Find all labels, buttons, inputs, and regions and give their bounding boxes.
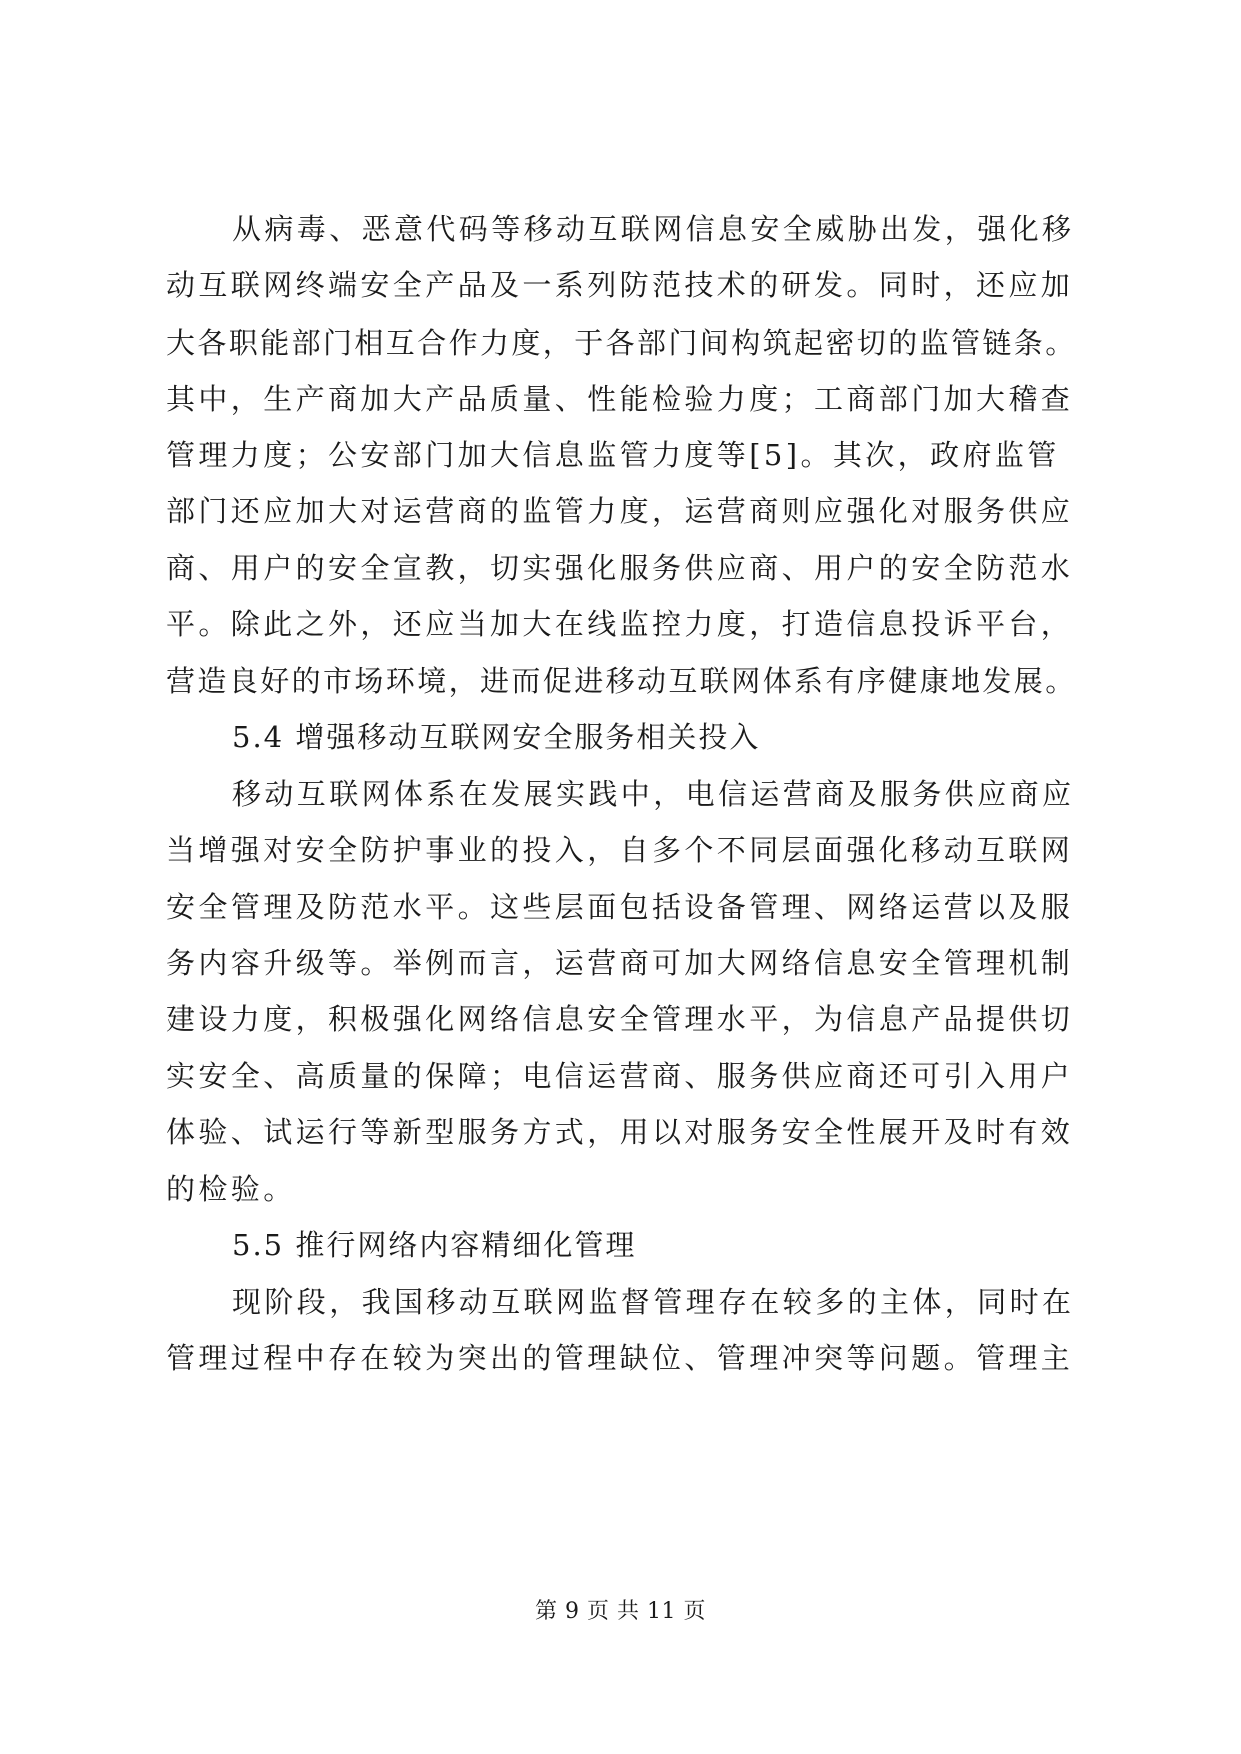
paragraph-line: 实安全、高质量的保障；电信运营商、服务供应商还可引入用户 [166, 1059, 1074, 1093]
paragraph-line: 体验、试运行等新型服务方式，用以对服务安全性展开及时有效 [166, 1115, 1074, 1149]
paragraph-line: 部门还应加大对运营商的监管力度，运营商则应强化对服务供应 [166, 494, 1074, 528]
paragraph-line: 商、用户的安全宣教，切实强化服务供应商、用户的安全防范水 [166, 551, 1074, 585]
section-heading-5-5: 5.5 推行网络内容精细化管理 [232, 1228, 637, 1262]
paragraph-line: 大各职能部门相互合作力度，于各部门间构筑起密切的监管链条。 [166, 326, 1077, 360]
paragraph-line: 现阶段，我国移动互联网监督管理存在较多的主体，同时在 [232, 1285, 1075, 1319]
paragraph-line: 务内容升级等。举例而言，运营商可加大网络信息安全管理机制 [166, 946, 1074, 980]
page-footer: 第 9 页 共 11 页 [535, 1599, 706, 1624]
paragraph-line: 管理力度；公安部门加大信息监管力度等[5]。其次，政府监管 [166, 438, 1060, 472]
paragraph-line: 管理过程中存在较为突出的管理缺位、管理冲突等问题。管理主 [166, 1341, 1074, 1375]
paragraph-line: 建设力度，积极强化网络信息安全管理水平，为信息产品提供切 [166, 1002, 1074, 1036]
paragraph-line: 营造良好的市场环境，进而促进移动互联网体系有序健康地发展。 [166, 664, 1077, 698]
paragraph-line: 动互联网终端安全产品及一系列防范技术的研发。同时，还应加 [166, 268, 1074, 302]
paragraph-line: 平。除此之外，还应当加大在线监控力度，打造信息投诉平台， [166, 607, 1074, 641]
paragraph-line: 的检验。 [166, 1172, 296, 1206]
paragraph-line: 从病毒、恶意代码等移动互联网信息安全威胁出发，强化移 [232, 212, 1075, 246]
section-heading-5-4: 5.4 增强移动互联网安全服务相关投入 [232, 720, 761, 754]
paragraph-line: 安全管理及防范水平。这些层面包括设备管理、网络运营以及服 [166, 890, 1074, 924]
paragraph-line: 其中，生产商加大产品质量、性能检验力度；工商部门加大稽查 [166, 382, 1074, 416]
paragraph-line: 移动互联网体系在发展实践中，电信运营商及服务供应商应 [232, 777, 1075, 811]
paragraph-line: 当增强对安全防护事业的投入，自多个不同层面强化移动互联网 [166, 833, 1074, 867]
